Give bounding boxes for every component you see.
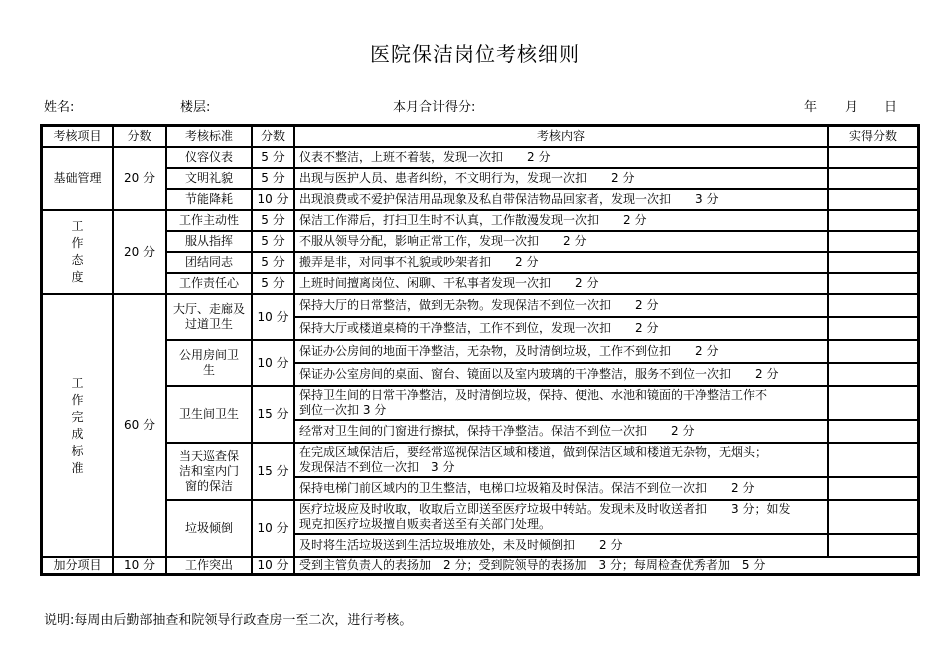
- group-name-cell: 工 作 态 度: [42, 210, 113, 294]
- content-cell: 及时将生活垃圾送到生活垃圾堆放处，未及时倾倒扣 2 分: [294, 534, 828, 557]
- group-score-cell: 60 分: [113, 294, 166, 557]
- standard-score-cell: 10 分: [252, 557, 294, 574]
- content-cell: 出现与医护人员、患者纠纷，不文明行为，发现一次扣 2 分: [294, 168, 828, 189]
- content-cell: 出现浪费或不爱护保洁用品现象及私自带保洁物品回家者，发现一次扣 3 分: [294, 189, 828, 210]
- group-name-cell: 基础管理: [42, 147, 113, 210]
- table-header-row: [42, 126, 918, 147]
- group-name-cell: 工 作 完 成 标 准: [42, 294, 113, 557]
- standard-cell: 工作突出: [166, 557, 252, 574]
- actual-score-cell[interactable]: [828, 317, 918, 340]
- content-cell: 保持电梯门前区域内的卫生整洁，电梯口垃圾箱及时保洁。保洁不到位一次扣 2 分: [294, 477, 828, 500]
- actual-score-cell[interactable]: [828, 168, 918, 189]
- name-label: 姓名:: [44, 100, 75, 115]
- standard-score-cell: 10 分: [252, 294, 294, 340]
- actual-score-cell[interactable]: [828, 500, 918, 534]
- table-row: [42, 168, 918, 189]
- content-cell: 保洁工作滞后，打扫卫生时不认真，工作散漫发现一次扣 2 分: [294, 210, 828, 231]
- standard-score-cell: 15 分: [252, 386, 294, 443]
- standard-score-cell: 5 分: [252, 231, 294, 252]
- column-header: 考核标准: [166, 126, 252, 147]
- assessment-table: [40, 124, 920, 576]
- group-score-cell: 10 分: [113, 557, 166, 574]
- year-label: 年: [804, 100, 818, 115]
- content-cell: 保持大厅的日常整洁，做到无杂物。发现保洁不到位一次扣 2 分: [294, 294, 828, 317]
- total-score-label: 本月合计得分:: [393, 100, 476, 115]
- table-row: [42, 231, 918, 252]
- actual-score-cell[interactable]: [828, 534, 918, 557]
- column-header: 实得分数: [828, 126, 918, 147]
- actual-score-cell[interactable]: [828, 340, 918, 363]
- table-row: [42, 147, 918, 168]
- standard-cell: 大厅、走廊及 过道卫生: [166, 294, 252, 340]
- standard-cell: 公用房间卫 生: [166, 340, 252, 386]
- content-cell: 保持大厅或楼道桌椅的干净整洁，工作不到位，发现一次扣 2 分: [294, 317, 828, 340]
- month-label: 月: [845, 100, 859, 115]
- footnote: 说明:每周由后勤部抽查和院领导行政查房一至二次，进行考核。: [44, 613, 413, 628]
- standard-cell: 服从指挥: [166, 231, 252, 252]
- content-cell: 医疗垃圾应及时收取，收取后立即送至医疗垃圾中转站。发现未及时收送者扣 3 分；如发 现克扣医疗垃圾擅自贩卖者送至有关部门处理。: [294, 500, 828, 534]
- content-cell: 搬弄是非，对同事不礼貌或吵架者扣 2 分: [294, 252, 828, 273]
- standard-score-cell: 5 分: [252, 168, 294, 189]
- content-cell: 保证办公室房间的桌面、窗台、镜面以及室内玻璃的干净整洁，服务不到位一次扣 2 分: [294, 363, 828, 386]
- table-row: [42, 210, 918, 231]
- standard-score-cell: 5 分: [252, 210, 294, 231]
- standard-cell: 文明礼貌: [166, 168, 252, 189]
- standard-score-cell: 5 分: [252, 273, 294, 294]
- actual-score-cell[interactable]: [828, 210, 918, 231]
- content-cell: 不服从领导分配，影响正常工作，发现一次扣 2 分: [294, 231, 828, 252]
- standard-cell: 工作责任心: [166, 273, 252, 294]
- table-row: [42, 386, 918, 420]
- standard-cell: 卫生间卫生: [166, 386, 252, 443]
- standard-cell: 工作主动性: [166, 210, 252, 231]
- content-cell: 经常对卫生间的门窗进行擦拭，保持干净整洁。保洁不到位一次扣 2 分: [294, 420, 828, 443]
- standard-cell: 垃圾倾倒: [166, 500, 252, 557]
- actual-score-cell[interactable]: [828, 231, 918, 252]
- table-row: [42, 294, 918, 317]
- standard-score-cell: 10 分: [252, 340, 294, 386]
- actual-score-cell[interactable]: [828, 443, 918, 477]
- column-header: 分数: [252, 126, 294, 147]
- content-cell: 在完成区域保洁后，要经常巡视保洁区域和楼道，做到保洁区域和楼道无杂物，无烟头； 发现保洁不到位一次扣 3 分: [294, 443, 828, 477]
- standard-cell: 当天巡查保 洁和室内门 窗的保洁: [166, 443, 252, 500]
- actual-score-cell[interactable]: [828, 147, 918, 168]
- actual-score-cell[interactable]: [828, 189, 918, 210]
- content-cell: 上班时间擅离岗位、闲聊、干私事者发现一次扣 2 分: [294, 273, 828, 294]
- actual-score-cell[interactable]: [828, 386, 918, 420]
- table-row: [42, 557, 918, 574]
- actual-score-cell[interactable]: [828, 252, 918, 273]
- column-header: 考核项目: [42, 126, 113, 147]
- actual-score-cell[interactable]: [828, 273, 918, 294]
- group-name-cell: 加分项目: [42, 557, 113, 574]
- table-row: [42, 273, 918, 294]
- table-row: [42, 189, 918, 210]
- content-cell: 受到主管负责人的表扬加 2 分；受到院领导的表扬加 3 分；每周检查优秀者加 5 分: [294, 557, 918, 574]
- standard-cell: 仪容仪表: [166, 147, 252, 168]
- actual-score-cell[interactable]: [828, 363, 918, 386]
- standard-score-cell: 15 分: [252, 443, 294, 500]
- group-score-cell: 20 分: [113, 147, 166, 210]
- content-cell: 保持卫生间的日常干净整洁，及时清倒垃圾，保持、便池、水池和镜面的干净整洁工作不 到位一次扣 3 分: [294, 386, 828, 420]
- standard-score-cell: 10 分: [252, 189, 294, 210]
- standard-score-cell: 10 分: [252, 500, 294, 557]
- actual-score-cell[interactable]: [828, 294, 918, 317]
- standard-cell: 团结同志: [166, 252, 252, 273]
- content-cell: 仪表不整洁，上班不着装，发现一次扣 2 分: [294, 147, 828, 168]
- page-title: 医院保洁岗位考核细则: [370, 42, 580, 66]
- table-row: [42, 443, 918, 477]
- standard-score-cell: 5 分: [252, 252, 294, 273]
- standard-score-cell: 5 分: [252, 147, 294, 168]
- column-header: 分数: [113, 126, 166, 147]
- column-header: 考核内容: [294, 126, 828, 147]
- group-score-cell: 20 分: [113, 210, 166, 294]
- table-row: [42, 252, 918, 273]
- table-row: [42, 500, 918, 534]
- floor-label: 楼层:: [180, 100, 211, 115]
- actual-score-cell[interactable]: [828, 477, 918, 500]
- table-row: [42, 340, 918, 363]
- standard-cell: 节能降耗: [166, 189, 252, 210]
- day-label: 日: [884, 100, 898, 115]
- content-cell: 保证办公房间的地面干净整洁，无杂物，及时清倒垃圾，工作不到位扣 2 分: [294, 340, 828, 363]
- actual-score-cell[interactable]: [828, 420, 918, 443]
